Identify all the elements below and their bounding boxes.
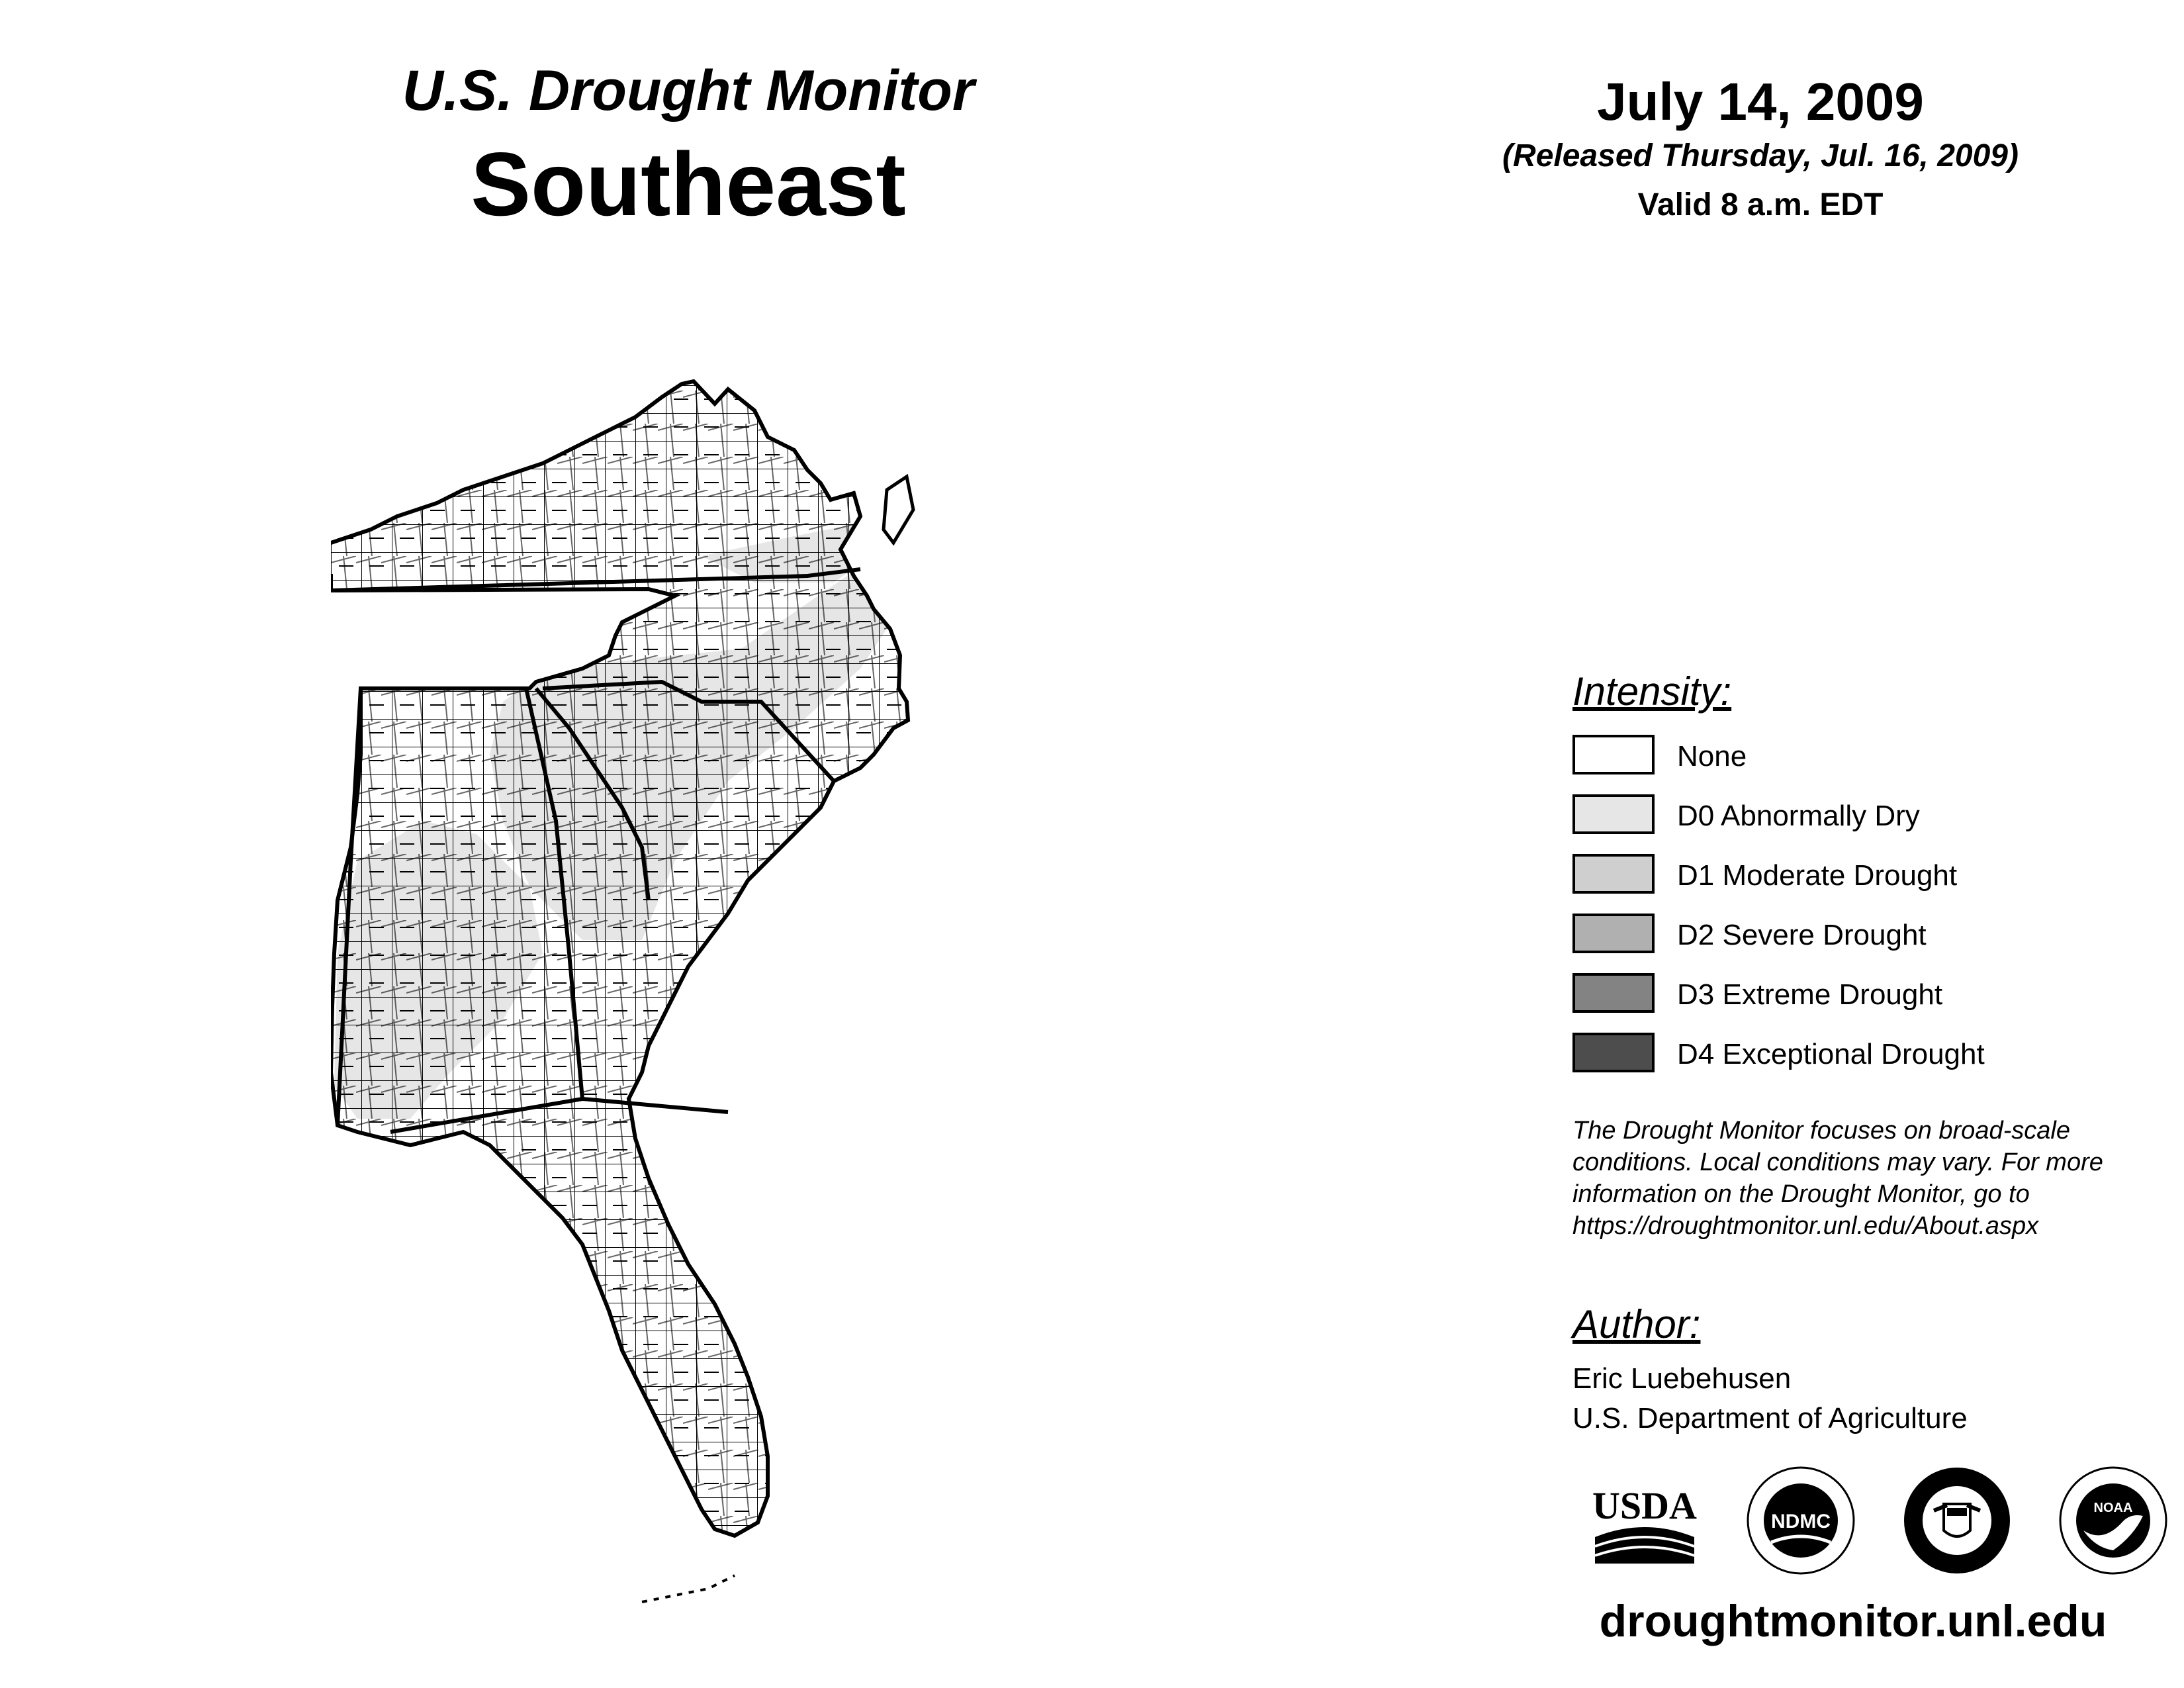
delmarva-peninsula (884, 477, 913, 543)
usda-logo-text: USDA (1592, 1484, 1697, 1527)
map-fill-group (331, 357, 1271, 1615)
map-date: July 14, 2009 (1597, 72, 1924, 131)
legend-label-d4: D4 Exceptional Drought (1677, 1038, 1985, 1070)
valid-time: Valid 8 a.m. EDT (1637, 187, 1884, 222)
disclaimer-link[interactable]: https://droughtmonitor.unl.edu/About.aspx (1572, 1212, 2039, 1240)
legend-swatch-d4 (1572, 1033, 1655, 1072)
legend-swatch-d0 (1572, 794, 1655, 834)
florida-keys (642, 1575, 735, 1602)
department-of-commerce-seal (1901, 1464, 2013, 1577)
legend-swatch-d3 (1572, 973, 1655, 1013)
disclaimer-line: The Drought Monitor focuses on broad-scale (1572, 1117, 2070, 1145)
release-date: (Released Thursday, Jul. 16, 2009) (1502, 138, 2019, 173)
disclaimer-line: conditions. Local conditions may vary. For more (1572, 1149, 2103, 1176)
legend-item-d2 (1572, 914, 2155, 973)
noaa-logo (2057, 1464, 2169, 1577)
author-organization: U.S. Department of Agriculture (1572, 1402, 1968, 1434)
legend-label-d2: D2 Severe Drought (1677, 919, 1927, 951)
legend-swatch-d1 (1572, 854, 1655, 894)
disclaimer (1572, 1115, 2168, 1242)
ndmc-logo (1745, 1464, 1857, 1577)
legend-label-d0: D0 Abnormally Dry (1677, 800, 1920, 832)
partner-logos (1588, 1464, 2171, 1583)
southeast-map-svg (331, 357, 1271, 1615)
legend-label-d1: D1 Moderate Drought (1677, 859, 1958, 892)
legend-swatch-d2 (1572, 914, 1655, 953)
legend-item-d1 (1572, 854, 2155, 914)
legend-item-d4 (1572, 1033, 2155, 1092)
product-title: U.S. Drought Monitor (402, 59, 975, 122)
noaa-logo-text: NOAA (2093, 1501, 2133, 1515)
legend-item-d3 (1572, 973, 2155, 1033)
legend-item-d0 (1572, 794, 2155, 854)
author-heading: Author: (1572, 1302, 1701, 1346)
legend-swatch-none (1572, 735, 1655, 774)
usda-logo (1588, 1464, 1701, 1577)
ndmc-logo-text: NDMC (1771, 1511, 1831, 1532)
legend-item-none (1572, 735, 2155, 794)
legend-label-none: None (1677, 740, 1747, 773)
drought-map (331, 357, 1271, 1615)
legend-label-d3: D3 Extreme Drought (1677, 978, 1943, 1011)
region-title: Southeast (471, 134, 906, 234)
legend-heading: Intensity: (1572, 669, 1732, 714)
legend (1572, 735, 2155, 1092)
author-name: Eric Luebehusen (1572, 1362, 1792, 1395)
disclaimer-line: information on the Drought Monitor, go to (1572, 1180, 2030, 1208)
website-link[interactable]: droughtmonitor.unl.edu (1599, 1596, 2107, 1646)
